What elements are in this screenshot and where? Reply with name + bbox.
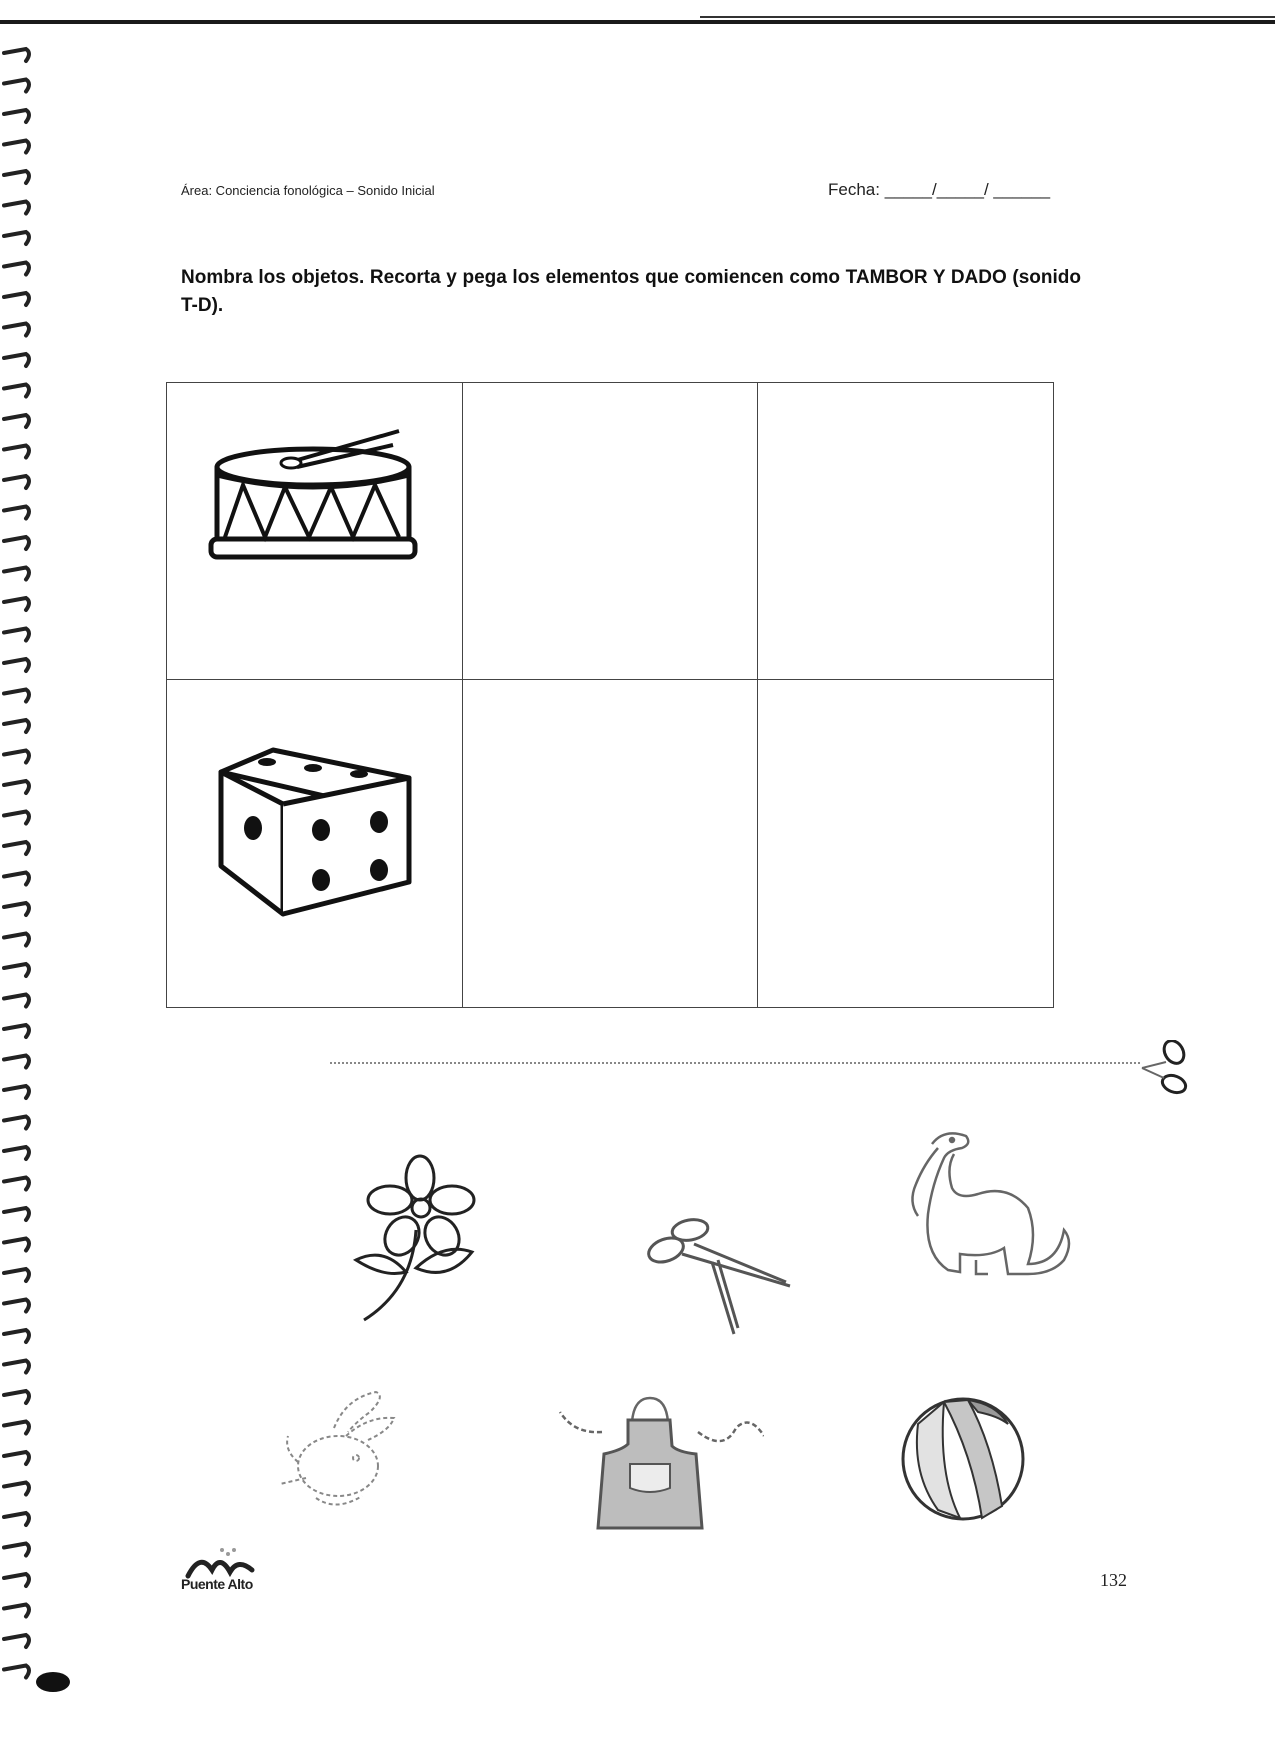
spiral-ring (4, 842, 29, 854)
spiral-ring (4, 964, 29, 976)
answer-grid (166, 382, 1054, 1008)
spiral-ring (4, 720, 29, 732)
grid-cell-blank-2 (757, 382, 1054, 680)
spiral-ring (4, 415, 29, 427)
spiral-ring (4, 1391, 29, 1403)
spiral-ring (4, 110, 29, 122)
instruction-text: Nombra los objetos. Recorta y pega los elementos que comiencen como TAMBOR Y DADO (sonido T-D). (181, 267, 1081, 316)
rabbit-icon (276, 1388, 406, 1528)
spiral-ring (4, 1544, 29, 1556)
spiral-ring (4, 1269, 29, 1281)
grid-cell-blank-1 (462, 382, 758, 680)
spiral-ring (4, 1117, 29, 1129)
spiral-ring (4, 80, 29, 92)
spiral-ring (4, 1300, 29, 1312)
spiral-ring (4, 1178, 29, 1190)
spiral-ring (4, 568, 29, 580)
spiral-ring (4, 141, 29, 153)
spiral-ring (4, 232, 29, 244)
spiral-ring (4, 202, 29, 214)
spiral-ring (4, 598, 29, 610)
spiral-ring (4, 1422, 29, 1434)
spiral-ring (4, 629, 29, 641)
spiral-ring (4, 1056, 29, 1068)
spiral-ring (4, 293, 29, 305)
cut-scissors-icon (1140, 1040, 1192, 1096)
spiral-ring (4, 537, 29, 549)
spiral-ring (4, 354, 29, 366)
spiral-ring (4, 1147, 29, 1159)
date-field: Fecha: _____/_____/ ______ (828, 180, 1051, 199)
top-border-accent (700, 16, 1275, 18)
scissors-icon (642, 1216, 792, 1336)
spiral-ring (4, 1666, 29, 1678)
spiral-ring (4, 446, 29, 458)
spiral-ring (4, 1330, 29, 1342)
binding-mark (36, 1672, 70, 1692)
grid-cell-blank-3 (462, 679, 758, 1008)
flower-icon (344, 1150, 484, 1330)
cut-line (330, 1062, 1140, 1064)
grid-cell-die (166, 679, 463, 1008)
logo-text: Puente Alto (181, 1576, 253, 1592)
spiral-ring (4, 1208, 29, 1220)
spiral-ring (4, 690, 29, 702)
area-label: Área: Conciencia fonológica – Sonido Inicial (181, 183, 435, 198)
spiral-ring (4, 903, 29, 915)
grid-cell-blank-4 (757, 679, 1054, 1008)
spiral-ring (4, 263, 29, 275)
spiral-ring (4, 1086, 29, 1098)
ball-icon (898, 1394, 1028, 1524)
spiral-ring (4, 659, 29, 671)
dinosaur-icon (888, 1124, 1078, 1294)
spiral-ring (4, 1483, 29, 1495)
spiral-ring (4, 1605, 29, 1617)
spiral-ring (4, 1025, 29, 1037)
spiral-ring (4, 507, 29, 519)
spiral-ring (4, 873, 29, 885)
top-border (0, 20, 1275, 24)
spiral-binding (0, 45, 34, 1685)
spiral-ring (4, 385, 29, 397)
spiral-ring (4, 934, 29, 946)
spiral-ring (4, 49, 29, 61)
spiral-ring (4, 1361, 29, 1373)
die-icon (213, 742, 423, 922)
spiral-ring (4, 812, 29, 824)
spiral-ring (4, 1452, 29, 1464)
spiral-ring (4, 995, 29, 1007)
page-number: 132 (1100, 1570, 1127, 1590)
spiral-ring (4, 781, 29, 793)
spiral-ring (4, 1574, 29, 1586)
spiral-ring (4, 1635, 29, 1647)
spiral-ring (4, 324, 29, 336)
spiral-ring (4, 1239, 29, 1251)
spiral-ring (4, 476, 29, 488)
drum-icon (203, 429, 423, 599)
grid-cell-drum (166, 382, 463, 680)
spiral-ring (4, 171, 29, 183)
spiral-ring (4, 1513, 29, 1525)
spiral-ring (4, 751, 29, 763)
apron-icon (544, 1392, 764, 1542)
